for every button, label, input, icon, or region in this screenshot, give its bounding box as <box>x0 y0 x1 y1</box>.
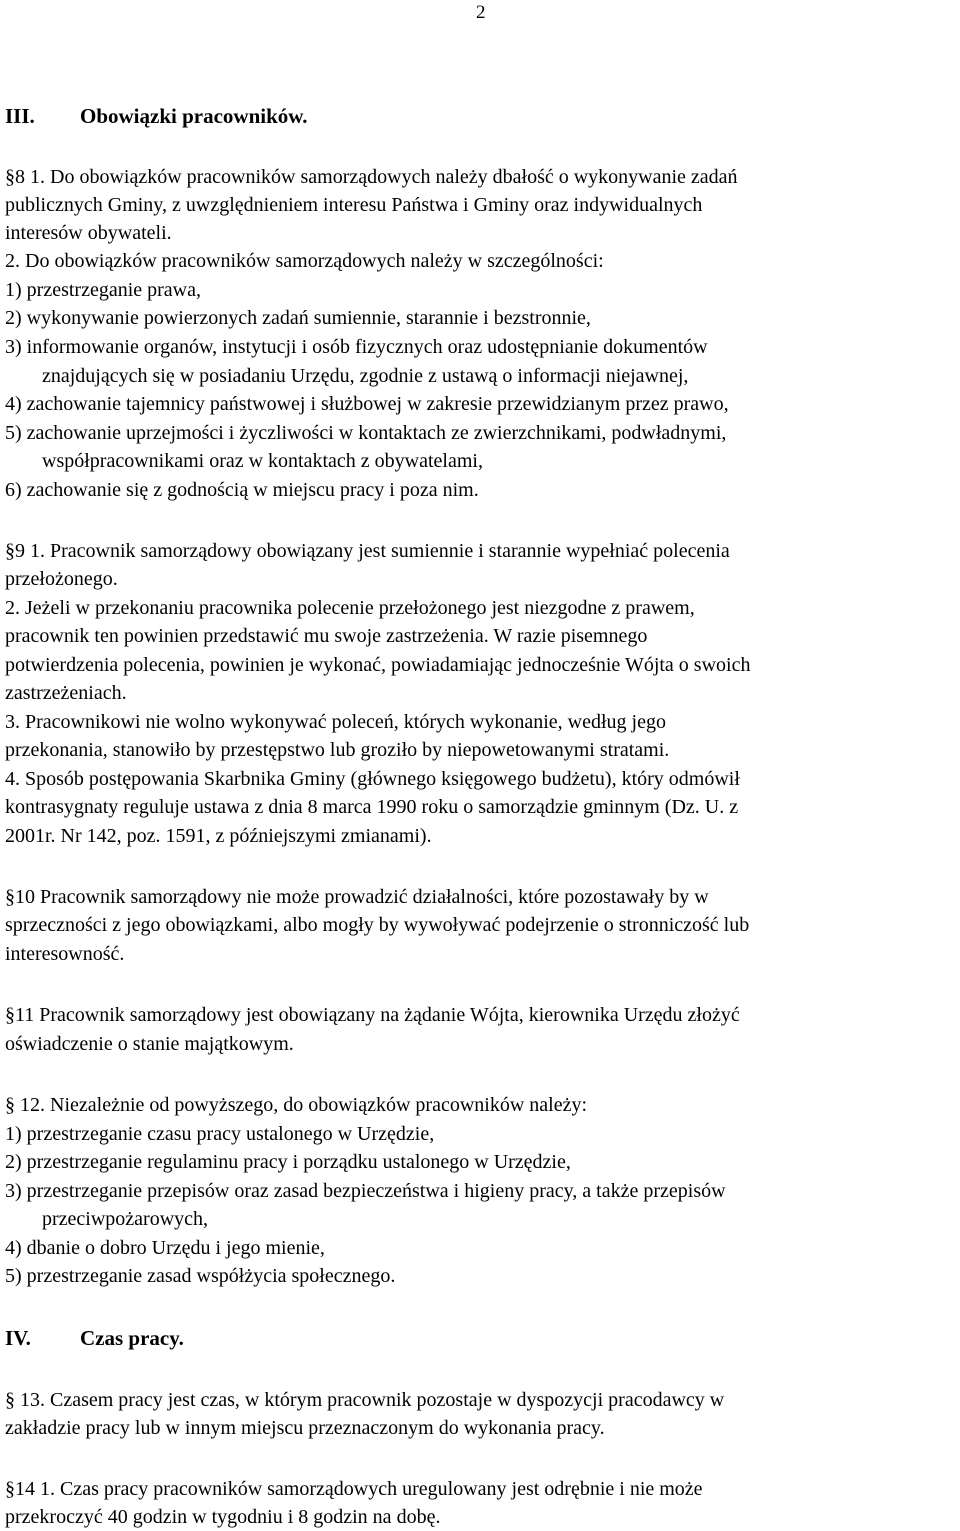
list-item: 3) informowanie organów, instytucji i osób fizycznych oraz udostępnianie dokumentów <box>5 336 708 358</box>
section-heading-4 <box>5 1324 184 1352</box>
paragraph-13-line: § 13. Czasem pracy jest czas, w którym pracownik pozostaje w dyspozycji pracodawcy w <box>5 1389 725 1411</box>
paragraph-9-line: 4. Sposób postępowania Skarbnika Gminy (głównego księgowego budżetu), który odmówił <box>5 768 740 790</box>
paragraph-8-line: interesów obywateli. <box>5 222 172 244</box>
paragraph-9-line: potwierdzenia polecenia, powinien je wykonać, powiadamiając jednocześnie Wójta o swoich <box>5 654 751 676</box>
paragraph-12-line: § 12. Niezależnie od powyższego, do obowiązków pracowników należy: <box>5 1094 588 1116</box>
list-item: 4) zachowanie tajemnicy państwowej i służbowej w zakresie przewidzianym przez prawo, <box>5 393 729 415</box>
paragraph-14-line: §14 1. Czas pracy pracowników samorządowych uregulowany jest odrębnie i nie może <box>5 1478 703 1500</box>
section-numeral: III. <box>5 104 35 128</box>
list-item: 1) przestrzeganie prawa, <box>5 279 201 301</box>
paragraph-13-line: zakładzie pracy lub w innym miejscu przeznaczonym do wykonania pracy. <box>5 1417 605 1439</box>
paragraph-9-line: 3. Pracownikowi nie wolno wykonywać poleceń, których wykonanie, według jego <box>5 711 666 733</box>
paragraph-9-line: §9 1. Pracownik samorządowy obowiązany jest sumiennie i starannie wypełniać polecenia <box>5 540 730 562</box>
paragraph-9-line: 2001r. Nr 142, poz. 1591, z późniejszymi zmianami). <box>5 825 432 847</box>
list-item: 2) przestrzeganie regulaminu pracy i porządku ustalonego w Urzędzie, <box>5 1151 571 1173</box>
list-item-continuation: przeciwpożarowych, <box>42 1208 209 1230</box>
paragraph-8-line: publicznych Gminy, z uwzględnieniem interesu Państwa i Gminy oraz indywidualnych <box>5 194 703 216</box>
paragraph-9-line: przekonania, stanowiło by przestępstwo lub groziło by niepowetowanymi stratami. <box>5 739 670 761</box>
list-item: 5) przestrzeganie zasad współżycia społecznego. <box>5 1265 396 1287</box>
paragraph-10-line: §10 Pracownik samorządowy nie może prowadzić działalności, które pozostawały by w <box>5 886 709 908</box>
paragraph-9-line: zastrzeżeniach. <box>5 682 127 704</box>
paragraph-14-line: przekroczyć 40 godzin w tygodniu i 8 godzin na dobę. <box>5 1506 441 1528</box>
list-item-continuation: znajdujących się w posiadaniu Urzędu, zgodnie z ustawą o informacji niejawnej, <box>42 365 689 387</box>
list-item: 2) wykonywanie powierzonych zadań sumiennie, starannie i bezstronnie, <box>5 307 591 329</box>
paragraph-9-line: kontrasygnaty reguluje ustawa z dnia 8 marca 1990 roku o samorządzie gminnym (Dz. U. z <box>5 796 739 818</box>
paragraph-9-line: 2. Jeżeli w przekonaniu pracownika polecenie przełożonego jest niezgodne z prawem, <box>5 597 695 619</box>
list-item: 6) zachowanie się z godnością w miejscu pracy i poza nim. <box>5 479 479 501</box>
section-title: Obowiązki pracowników. <box>80 104 308 128</box>
paragraph-8-line: §8 1. Do obowiązków pracowników samorządowych należy dbałość o wykonywanie zadań <box>5 166 738 188</box>
page-number: 2 <box>476 2 486 23</box>
paragraph-11-line: §11 Pracownik samorządowy jest obowiązany na żądanie Wójta, kierownika Urzędu złożyć <box>5 1004 740 1026</box>
paragraph-10-line: sprzeczności z jego obowiązkami, albo mogły by wywoływać podejrzenie o stronniczość lub <box>5 914 750 936</box>
paragraph-10-line: interesowność. <box>5 943 125 965</box>
list-item: 4) dbanie o dobro Urzędu i jego mienie, <box>5 1237 325 1259</box>
list-item: 1) przestrzeganie czasu pracy ustalonego w Urzędzie, <box>5 1123 435 1145</box>
paragraph-11-line: oświadczenie o stanie majątkowym. <box>5 1033 294 1055</box>
section-numeral: IV. <box>5 1326 31 1350</box>
list-item-continuation: współpracownikami oraz w kontaktach z obywatelami, <box>42 450 483 472</box>
section-title: Czas pracy. <box>80 1326 184 1350</box>
paragraph-9-line: pracownik ten powinien przedstawić mu swoje zastrzeżenia. W razie pisemnego <box>5 625 648 647</box>
section-heading-3 <box>5 102 308 130</box>
paragraph-8-line: 2. Do obowiązków pracowników samorządowych należy w szczególności: <box>5 250 604 272</box>
list-item: 3) przestrzeganie przepisów oraz zasad bezpieczeństwa i higieny pracy, a także przepisów <box>5 1180 726 1202</box>
paragraph-9-line: przełożonego. <box>5 568 118 590</box>
list-item: 5) zachowanie uprzejmości i życzliwości w kontaktach ze zwierzchnikami, podwładnymi, <box>5 422 727 444</box>
